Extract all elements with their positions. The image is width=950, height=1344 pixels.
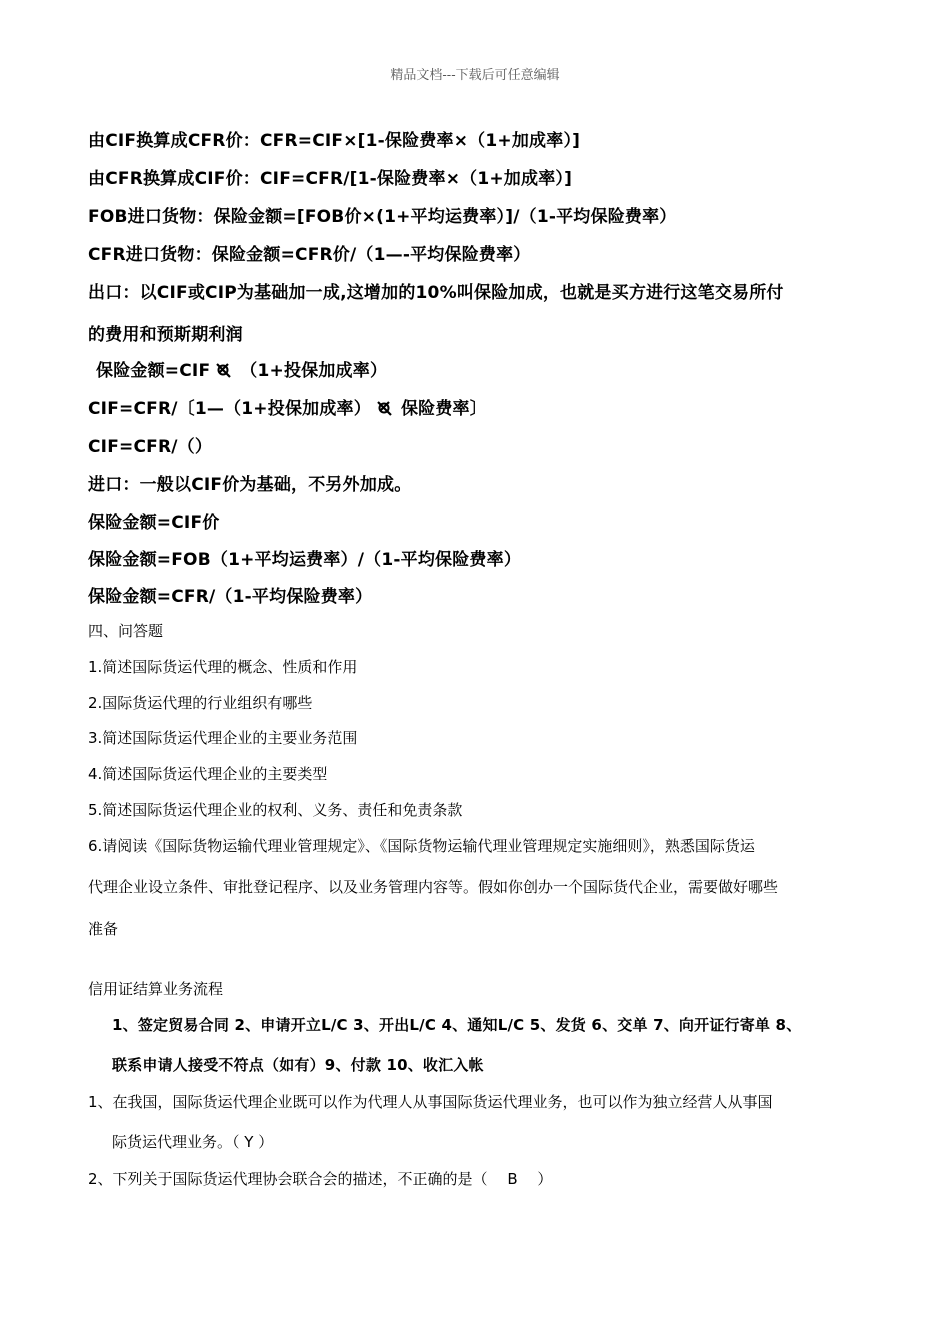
quiz-question-2: 2、下列关于国际货运代理协会联合会的描述，不正确的是（ B ） bbox=[88, 1170, 553, 1188]
formula-import-cif: 保险金额=CIF价 bbox=[88, 513, 220, 533]
formula-cif-to-cfr: 由CIF换算成CFR价：CFR=CIF×[1-保险费率×（1+加成率）] bbox=[88, 131, 581, 151]
formula-fob-import: FOB进口货物：保险金额=[FOB价×(1+平均运费率）]/（1-平均保险费率） bbox=[88, 207, 677, 227]
lc-section-title: 信用证结算业务流程 bbox=[88, 980, 224, 998]
formula-cif-empty: CIF=CFR/（） bbox=[88, 437, 213, 457]
formula-part-b: 保险费率〕 bbox=[400, 399, 487, 419]
formula-cif-cfr bbox=[88, 394, 487, 419]
export-text-line1: 出口：以CIF或CIP为基础加一成,这增加的10%叫保险加成，也就是买方进行这笔交易所付 bbox=[88, 283, 784, 303]
qa-question-1: 1.简述国际货运代理的概念、性质和作用 bbox=[88, 658, 358, 676]
formula-cfr-to-cif: 由CFR换算成CIF价：CIF=CFR/[1-保险费率×（1+加成率）] bbox=[88, 169, 573, 189]
qa-question-6-line1: 6.请阅读《国际货物运输代理业管理规定》、《国际货物运输代理业管理规定实施细则》，熟悉国际货运 bbox=[88, 837, 755, 855]
qa-question-3: 3.简述国际货运代理企业的主要业务范围 bbox=[88, 729, 358, 747]
qa-question-4: 4.简述国际货运代理企业的主要类型 bbox=[88, 765, 328, 783]
quiz-question-1-line2: 际货运代理业务。（ Y ） bbox=[112, 1133, 274, 1151]
multiply-symbol-icon bbox=[214, 361, 236, 379]
formula-part-b: （1+投保加成率） bbox=[240, 361, 388, 381]
formula-insured-amount bbox=[96, 356, 387, 381]
formula-cfr-import: CFR进口货物：保险金额=CFR价/（1—-平均保险费率） bbox=[88, 245, 531, 265]
quiz-question-1-line1: 1、在我国，国际货运代理企业既可以作为代理人从事国际货运代理业务，也可以作为独立经营人从事国 bbox=[88, 1093, 773, 1111]
formula-import-fob: 保险金额=FOB（1+平均运费率）/（1-平均保险费率） bbox=[88, 550, 522, 570]
qa-question-5: 5.简述国际货运代理企业的权利、义务、责任和免责条款 bbox=[88, 801, 463, 819]
qa-question-2: 2.国际货运代理的行业组织有哪些 bbox=[88, 694, 313, 712]
qa-question-6-line2: 代理企业设立条件、审批登记程序、以及业务管理内容等。假如你创办一个国际货代企业，需要做好哪些 bbox=[88, 878, 779, 896]
qa-section-title: 四、问答题 bbox=[88, 622, 164, 640]
formula-part-a: CIF=CFR/〔1—（1+投保加成率） bbox=[88, 399, 371, 419]
multiply-symbol-icon bbox=[375, 399, 397, 417]
export-text-line2: 的费用和预斯期利润 bbox=[88, 325, 243, 345]
import-text: 进口：一般以CIF价为基础，不另外加成。 bbox=[88, 475, 412, 495]
qa-question-6-line3: 准备 bbox=[88, 920, 119, 938]
lc-steps-line1: 1、签定贸易合同 2、申请开立L/C 3、开出L/C 4、通知L/C 5、发货 6、交单 7、向开证行寄单 8、 bbox=[112, 1016, 802, 1034]
lc-steps-line2: 联系申请人接受不符点（如有）9、付款 10、收汇入帐 bbox=[112, 1056, 484, 1074]
page-header: 精品文档---下载后可任意编辑 bbox=[390, 68, 560, 83]
formula-part-a: 保险金额=CIF bbox=[96, 361, 211, 381]
formula-import-cfr: 保险金额=CFR/（1-平均保险费率） bbox=[88, 587, 373, 607]
